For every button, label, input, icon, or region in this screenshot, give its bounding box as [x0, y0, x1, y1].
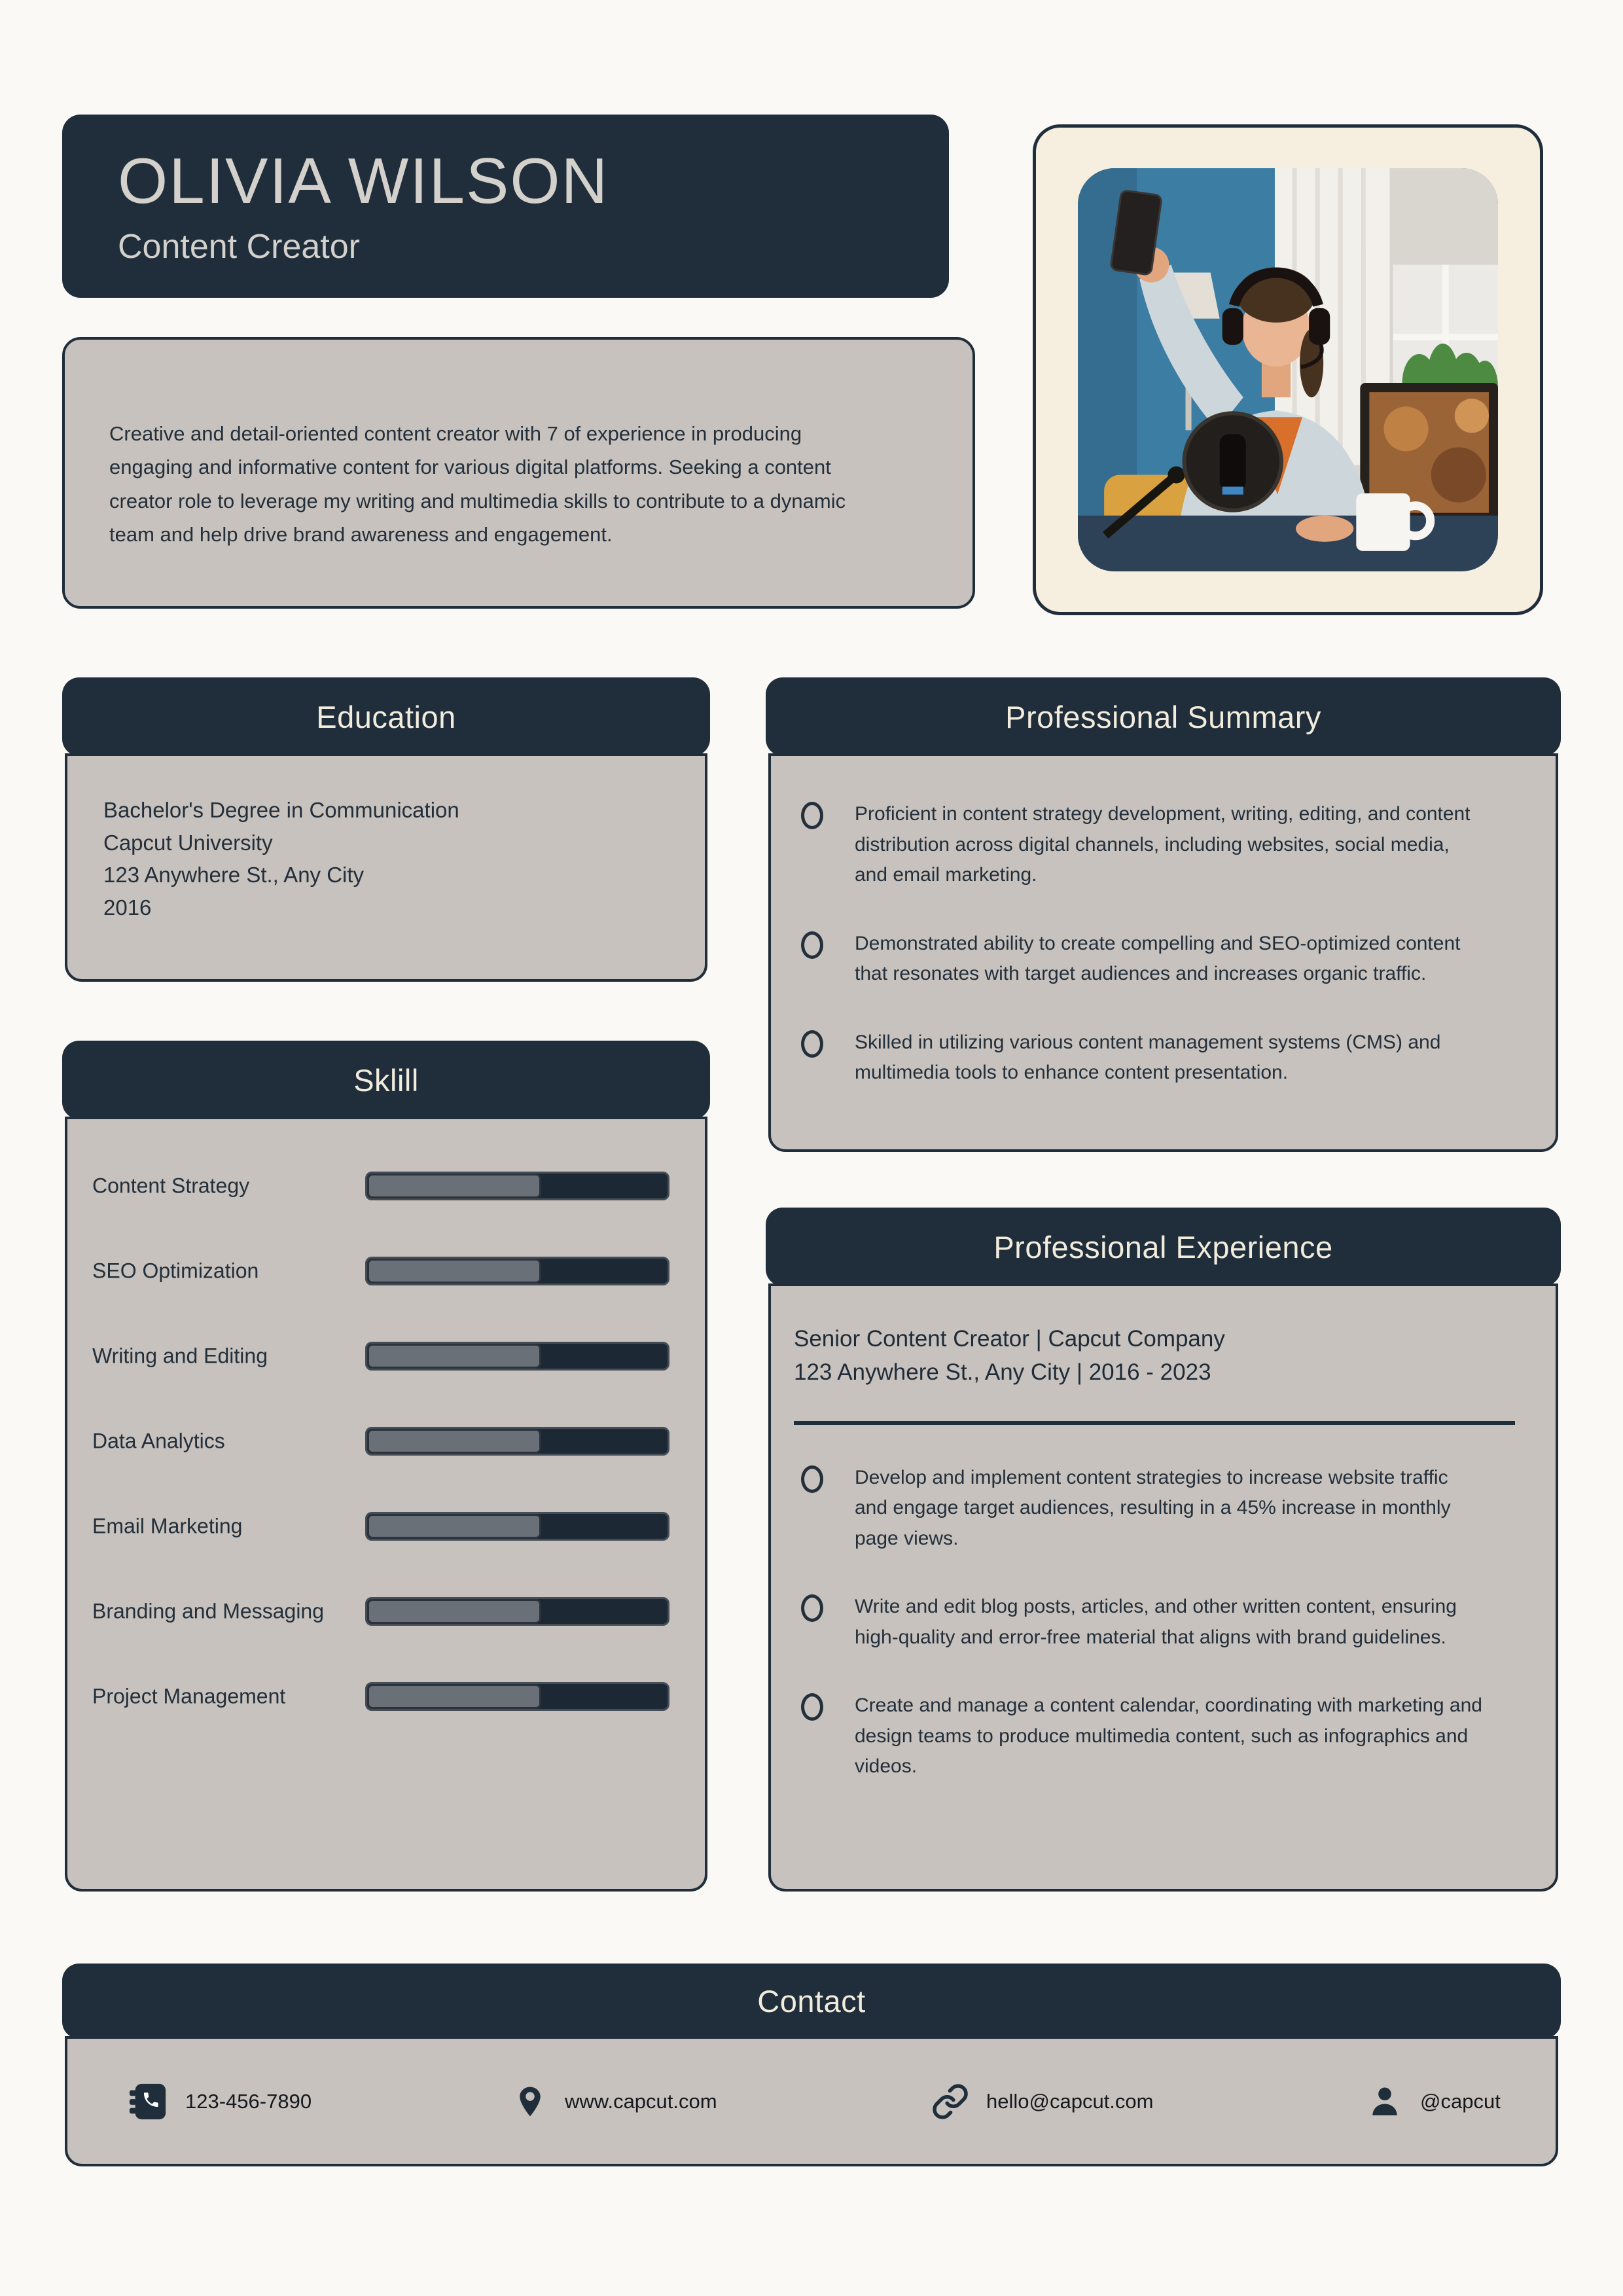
person-name: OLIVIA WILSON: [118, 145, 609, 217]
experience-bullet-text: Create and manage a content calendar, coordinating with marketing and design teams to produce multimedia content, such as infographics and videos.: [855, 1695, 1482, 1777]
skill-bar: [365, 1682, 669, 1711]
education-title: Education: [316, 699, 456, 734]
professional-summary-title: Professional Summary: [1005, 699, 1321, 734]
skills-body: [65, 1117, 707, 1892]
experience-header: [766, 1208, 1561, 1286]
contact-email[interactable]: [931, 2083, 1153, 2121]
skill-bar: [365, 1342, 669, 1371]
skill-label: Writing and Editing: [92, 1344, 268, 1368]
skill-row: [67, 1682, 705, 1711]
contact-email-text: hello@capcut.com: [986, 2089, 1154, 2113]
contact-phone[interactable]: [128, 2081, 312, 2122]
experience-section: [766, 1208, 1561, 1892]
skill-row: [67, 1427, 705, 1456]
skill-bar-fill: [367, 1514, 541, 1539]
contact-website-text: www.capcut.com: [565, 2089, 717, 2113]
summary-bullet: [771, 1028, 1556, 1088]
experience-body: [768, 1283, 1558, 1892]
skill-label: Project Management: [92, 1684, 286, 1708]
experience-bullet: [771, 1463, 1556, 1554]
skills-title: Sklill: [353, 1062, 419, 1098]
contact-website[interactable]: [512, 2080, 717, 2123]
objective-text: Creative and detail-oriented content creator with 7 of experience in producing engaging and informative content for various digital platforms. Seeking a content creator role to leverage my writing and multimedia skills to contribute to a dynamic team and help drive brand awareness and engagement.: [109, 422, 846, 547]
skill-label: Email Marketing: [92, 1514, 243, 1538]
contact-phone-text: 123-456-7890: [185, 2089, 312, 2113]
bullet-circle-icon: [801, 1030, 823, 1058]
header-card: [62, 115, 949, 298]
contact-body: [65, 2036, 1558, 2166]
skills-header: [62, 1041, 710, 1119]
skill-row: [67, 1342, 705, 1371]
experience-bullet-text: Write and edit blog posts, articles, and other written content, ensuring high-quality and error-free material that aligns with brand guidelines.: [855, 1596, 1457, 1648]
summary-bullet: [771, 799, 1556, 891]
skill-bar-fill: [367, 1344, 541, 1369]
experience-meta: 123 Anywhere St., Any City | 2016 - 2023: [794, 1359, 1211, 1385]
summary-bullet-text: Skilled in utilizing various content management systems (CMS) and multimedia tools to enhance content presentation.: [855, 1031, 1441, 1083]
profile-photo: [1078, 168, 1498, 571]
profile-photo-illustration: [1078, 168, 1498, 571]
bullet-circle-icon: [801, 931, 823, 959]
experience-title: Professional Experience: [993, 1229, 1333, 1265]
skill-bar: [365, 1172, 669, 1200]
education-degree: Bachelor's Degree in Communication: [103, 798, 459, 822]
education-body: [65, 753, 707, 982]
skill-bar: [365, 1512, 669, 1541]
experience-bullet-text: Develop and implement content strategies to increase website traffic and engage target audiences, resulting in a 45% increase in monthly page views.: [855, 1466, 1451, 1549]
bullet-circle-icon: [801, 802, 823, 829]
bullet-circle-icon: [801, 1594, 823, 1622]
contact-handle[interactable]: [1366, 2083, 1501, 2120]
summary-bullet: [771, 929, 1556, 990]
experience-role: Senior Content Creator | Capcut Company: [794, 1326, 1225, 1352]
skill-row: [67, 1597, 705, 1626]
skill-bar: [365, 1597, 669, 1626]
contact-section: [62, 1964, 1561, 2166]
experience-bullet: [771, 1691, 1556, 1782]
experience-bullet: [771, 1592, 1556, 1653]
skill-label: Branding and Messaging: [92, 1599, 325, 1623]
skill-row: [67, 1257, 705, 1285]
summary-bullet-text: Demonstrated ability to create compelling and SEO-optimized content that resonates with target audiences and increases organic traffic.: [855, 932, 1461, 984]
skill-bar-fill: [367, 1429, 541, 1454]
skill-bar-fill: [367, 1174, 541, 1198]
skill-label: SEO Optimization: [92, 1259, 259, 1283]
person-role: Content Creator: [118, 228, 360, 266]
skill-label: Content Strategy: [92, 1174, 250, 1198]
user-icon: [1366, 2083, 1403, 2120]
professional-summary-body: [768, 753, 1558, 1152]
skill-bar-fill: [367, 1259, 541, 1283]
education-header: [62, 677, 710, 756]
education-school: Capcut University: [103, 830, 273, 855]
location-icon: [512, 2080, 548, 2123]
photo-card: [1033, 124, 1543, 615]
skill-bar: [365, 1257, 669, 1285]
phone-icon: [128, 2081, 168, 2122]
skill-bar-fill: [367, 1684, 541, 1709]
education-year: 2016: [103, 895, 152, 920]
skill-row: [67, 1172, 705, 1200]
bullet-circle-icon: [801, 1693, 823, 1721]
professional-summary-section: [766, 677, 1561, 1152]
skill-row: [67, 1512, 705, 1541]
education-section: [62, 677, 710, 982]
experience-divider: [794, 1421, 1515, 1425]
objective-card: [62, 337, 975, 609]
education-address: 123 Anywhere St., Any City: [103, 863, 365, 887]
skill-label: Data Analytics: [92, 1429, 225, 1453]
professional-summary-header: [766, 677, 1561, 756]
contact-header: [62, 1964, 1561, 2039]
link-icon: [931, 2083, 969, 2121]
summary-bullet-text: Proficient in content strategy development, writing, editing, and content distribution across digital channels, including websites, social media, and email marketing.: [855, 803, 1471, 886]
skill-bar: [365, 1427, 669, 1456]
skill-bar-fill: [367, 1599, 541, 1624]
contact-handle-text: @capcut: [1420, 2089, 1501, 2113]
bullet-circle-icon: [801, 1465, 823, 1493]
skills-section: [62, 1041, 710, 1892]
contact-title: Contact: [757, 1984, 866, 2018]
